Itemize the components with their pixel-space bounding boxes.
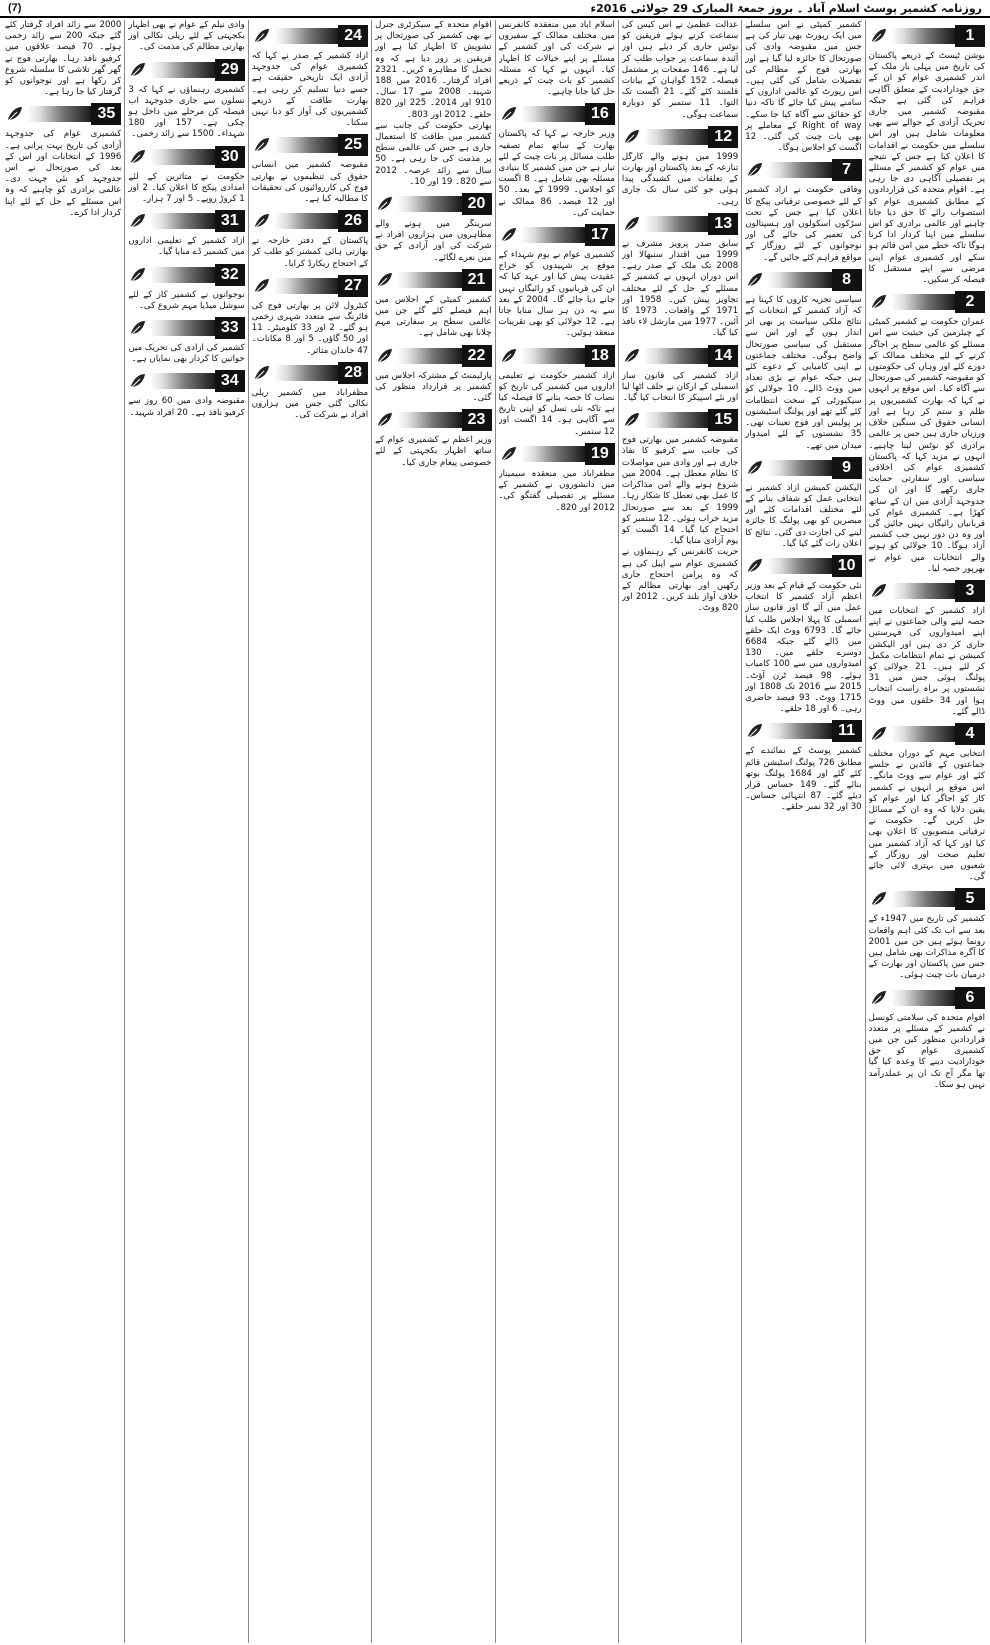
leaf-icon	[5, 104, 25, 124]
article-text: حکومت نے متاثرین کے لئے امدادی پیکج کا اعلان کیا۔ 2 اور 1 کروڑ روپے۔ 5 اور 7 ہزار۔	[128, 171, 245, 205]
leaf-icon	[622, 127, 642, 147]
header-gradient-bar	[150, 373, 214, 389]
article-text: بوشن ٹیسٹ کے ذریعے پاکستان کی تاریخ میں پہلی بار ملک کے اندر کشمیری عوام کو ان کے حق خودارادیت کے متعلق آگاہی فراہم کی گئی ہے جبکہ مقبوضہ کشمیر میں جاری تحریک آزادی کے حوالے سے بھی معلومات شامل ہیں اور اس سلسلے میں حکومت نے اقدامات کا اعلان کیا ہے جس کے نتیجے میں عوام کو کشمیر کے مسئلے پر تفصیلی آگاہی دی جا رہی ہے۔ اقوام متحدہ کی قراردادوں کے مطابق کشمیری عوام کو استصواب رائے کا حق دیا جانا چاہیے اور عالمی برادری کو اس سلسلے میں اپنا کردار ادا کرنا ہوگا تاکہ خطے میں امن قائم ہو سکے اور کشمیری عوام اپنی مرضی سے اپنے مستقبل کا فیصلہ کر سکیں۔	[868, 51, 985, 286]
header-gradient-bar	[397, 348, 461, 364]
question-header	[869, 24, 985, 48]
leaf-icon	[499, 104, 519, 124]
question-number: 30	[215, 146, 245, 168]
article-text: اقوام متحدہ کے سیکرٹری جنرل نے بھی کشمیر کی صورتحال پر تشویش کا اظہار کیا ہے اور فریقین پر زور دیا ہے کہ وہ تحمل کا مظاہرہ کریں۔ 2321 افراد گرفتار۔ 2016 میں 188 شہید۔ 2008 سے 17 سال۔ 910 اور 2014۔ 225 اور 820 حلقے۔ 2012 اور 803۔	[375, 20, 492, 120]
article-text: سابق صدر پرویز مشرف نے 1999 میں اقتدار سنبھالا اور 2008 تک ملک کے صدر رہے۔ اس دوران انہوں نے کشمیر کے مسئلے کے حل کے لئے مختلف تجاویز پیش کیں۔ 1958 اور 1971 کے واقعات۔ 1973 کا آئین۔ 1977 میں مارشل لاء نافذ کیا گیا۔	[621, 238, 739, 339]
question-header	[622, 408, 738, 432]
header-gradient-bar	[521, 348, 585, 364]
header-gradient-bar	[150, 267, 214, 283]
leaf-icon	[375, 410, 395, 430]
question-header	[5, 102, 121, 126]
article-text: پاکستان کے دفتر خارجہ نے بھارتی ہائی کمشنر کو طلب کر کے احتجاج ریکارڈ کرایا۔	[251, 236, 369, 269]
header-gradient-bar	[521, 106, 585, 122]
article-text: اسلام آباد میں منعقدہ کانفرنس میں مختلف ممالک کے سفیروں نے شرکت کی اور کشمیر کے مسئلے پر اپنے خیالات کا اظہار کیا۔ انہوں نے کہا کہ مسئلہ کشمیر کو بات چیت کے ذریعے حل کیا جانا چاہیے۔	[498, 20, 615, 98]
article-text: وفاقی حکومت نے آزاد کشمیر کے لئے خصوصی ترقیاتی پیکج کا اعلان کیا ہے جس کے تحت سڑکوں اسکولوں اور ہسپتالوں کی تعمیر کی جائے گی اور نوجوانوں کے لئے روزگار کے مواقع فراہم کئے جائیں گے۔	[745, 185, 862, 263]
question-number: 3	[955, 580, 985, 602]
column-5	[371, 20, 494, 1643]
article-text: سیاسی تجزیہ کاروں کا کہنا ہے کہ آزاد کشمیر کے انتخابات کے نتائج ملکی سیاست پر بھی اثر انداز ہوں گے اور اس سے مستقبل کی سیاسی صورتحال واضح ہوگی۔ مختلف جماعتوں نے اپنی کامیابی کے دعوے کئے ہیں جبکہ عوام نے بڑی تعداد میں ووٹ ڈالے۔ 10 جولائی کو سیکیورٹی کے سخت انتظامات کئے گئے تھے اور پولنگ اسٹیشنوں پر پولیس اور فوج تعینات تھی۔ 35 نشستوں کے لئے امیدوار میدان میں تھے۔	[745, 294, 862, 451]
question-header	[128, 316, 244, 340]
header-gradient-bar	[150, 213, 214, 229]
question-number: 31	[215, 210, 245, 232]
header-gradient-bar	[891, 891, 955, 907]
question-number: 17	[585, 224, 615, 246]
header-gradient-bar	[274, 278, 338, 294]
leaf-icon	[375, 346, 395, 366]
question-number: 29	[215, 59, 245, 81]
article-text: اقوام متحدہ کی سلامتی کونسل نے کشمیر کے مسئلے پر متعدد قراردادیں منظور کیں جن میں کشمیری عوام کو حق خودارادیت دینے کا وعدہ کیا گیا تھا مگر آج تک ان پر عملدرآمد نہیں ہو سکا۔	[868, 1012, 985, 1090]
leaf-icon	[869, 724, 889, 744]
column-1	[865, 20, 988, 1643]
page-header	[0, 0, 990, 18]
article-text: کنٹرول لائن پر بھارتی فوج کی فائرنگ سے متعدد شہری زخمی ہو گئے۔ 2 اور 33 کلومیٹر۔ 11 اور 50 گاؤں۔ 5 اور 8 مکانات۔ 47 خاندان متاثر۔	[251, 300, 369, 356]
header-gradient-bar	[767, 162, 831, 178]
article-text: نوجوانوں نے کشمیر کاز کے لئے سوشل میڈیا مہم شروع کی۔	[128, 289, 245, 311]
question-header	[622, 125, 738, 149]
article-text: آزاد کشمیر کے تعلیمی اداروں میں کشمیر ڈے منایا گیا۔	[128, 236, 245, 258]
article-text: مظفرآباد میں منعقدہ سیمینار میں دانشوروں نے کشمیر کے مسئلے پر تفصیلی گفتگو کی۔ 2012 اور 820۔	[498, 468, 615, 513]
question-number: 16	[585, 103, 615, 125]
question-header	[128, 263, 244, 287]
leaf-icon	[869, 581, 889, 601]
article-text: مقبوضہ کشمیر میں انسانی حقوق کی تنظیموں نے بھارتی فوج کی کارروائیوں کی تحقیقات کا مطالبہ کیا ہے۔	[251, 160, 369, 205]
leaf-icon	[128, 60, 148, 80]
leaf-icon	[869, 26, 889, 46]
leaf-icon	[128, 265, 148, 285]
question-number: 32	[215, 264, 245, 286]
question-number: 34	[215, 370, 245, 392]
question-number: 24	[338, 25, 368, 47]
leaf-icon	[375, 194, 395, 214]
leaf-icon	[128, 318, 148, 338]
article-text: 2000 سے زائد افراد گرفتار کئے گئے جبکہ 200 سے زائد زخمی ہوئے۔ 70 فیصد علاقوں میں کرفیو نافذ رہا۔ بھارتی فوج نے گھر گھر تلاشی کا سلسلہ شروع کر رکھا ہے اور نوجوانوں کو گرفتار کیا جا رہا ہے۔	[5, 20, 122, 98]
article-text: حریت کانفرنس کے رہنماؤں نے کشمیری عوام سے اپیل کی ہے کہ وہ پرامن احتجاج جاری رکھیں اور بھارتی مظالم کے خلاف آواز بلند کریں۔ 2012 اور 820 ووٹ۔	[621, 547, 739, 614]
header-gradient-bar	[274, 137, 338, 153]
article-text: کشمیر کی تاریخ میں 1947ء کے بعد سے اب تک کئی اہم واقعات رونما ہوئے ہیں جن میں 2001 کا آگرہ مذاکرات بھی شامل ہیں جس میں پاکستان اور بھارت کے درمیان بات چیت ہوئی۔	[868, 914, 985, 981]
masthead: روزنامہ کشمیر پوسٹ اسلام آباد ۔ بروز جمعۃ المبارک 29 جولائی 2016ء	[590, 1, 982, 15]
article-text: آزاد کشمیر کی قانون ساز اسمبلی کے ارکان نے حلف اٹھا لیا اور نئے اسپیکر کا انتخاب کیا گیا۔	[621, 370, 739, 404]
article-text: وادی نیلم کے عوام نے بھی اظہار یکجہتی کے لئے ریلی نکالی اور بھارتی مظالم کی مذمت کی۔	[128, 20, 245, 53]
question-number: 19	[585, 443, 615, 465]
question-number: 15	[708, 409, 738, 431]
question-header	[745, 719, 861, 743]
question-header	[252, 133, 368, 157]
question-number: 25	[338, 134, 368, 156]
column-2	[741, 20, 864, 1643]
header-gradient-bar	[891, 726, 955, 742]
header-gradient-bar	[521, 227, 585, 243]
question-header	[499, 442, 615, 466]
question-number: 33	[215, 317, 245, 339]
question-header	[622, 212, 738, 236]
header-gradient-bar	[274, 365, 338, 381]
question-header	[375, 268, 491, 292]
question-header	[128, 209, 244, 233]
leaf-icon	[252, 135, 272, 155]
leaf-icon	[252, 211, 272, 231]
header-gradient-bar	[397, 412, 461, 428]
question-number: 11	[832, 720, 862, 742]
header-gradient-bar	[150, 320, 214, 336]
header-gradient-bar	[891, 990, 955, 1006]
question-number: 6	[955, 987, 985, 1009]
leaf-icon	[499, 444, 519, 464]
article-text: کشمیر کمیٹی نے اس سلسلے میں ایک رپورٹ بھی تیار کی ہے جس میں مقبوضہ وادی کی صورتحال کا جائزہ لیا گیا ہے اور بھارتی فوج کے مظالم کی تفصیلات شامل کی گئی ہیں۔ اس رپورٹ کو عالمی اداروں کے سامنے پیش کیا جائے گا تاکہ دنیا کو حقائق سے آگاہ کیا جا سکے۔ Right of way کے معاملے پر بھی بات چیت کی گئی۔ 12 اگست کو اجلاس ہوگا۔	[745, 20, 862, 154]
header-gradient-bar	[150, 62, 214, 78]
article-text: مقبوضہ وادی میں 60 روز سے کرفیو نافذ ہے۔ 20 افراد شہید۔	[128, 396, 245, 418]
article-text: وزیر اعظم نے کشمیری عوام کے ساتھ اظہار یکجہتی کے لئے خصوصی پیغام جاری کیا۔	[375, 435, 492, 468]
column-8	[2, 20, 124, 1643]
question-header	[745, 456, 861, 480]
question-number: 20	[462, 193, 492, 215]
leaf-icon	[252, 363, 272, 383]
article-text: کشمیری عوام نے یوم شہداء کے موقع پر شہیدوں کو خراج عقیدت پیش کیا اور عہد کیا کہ ان کی قربانیوں کو رائیگاں نہیں جانے دیا جائے گا۔ 2004 کے بعد سے یہ دن ہر سال منایا جاتا ہے۔ 12 جولائی کو بھی تقریبات منعقد ہوئیں۔	[498, 250, 615, 339]
page-number: (7)	[8, 2, 22, 14]
question-header	[745, 554, 861, 578]
question-number: 27	[338, 275, 368, 297]
article-text: نئی حکومت کے قیام کے بعد وزیر اعظم آزاد کشمیر کا انتخاب عمل میں آئے گا اور قانون ساز اسمبلی کا پہلا اجلاس طلب کیا جائے گا۔ 6793 ووٹ ایک حلقے میں ڈالے گئے جبکہ 6684 دوسرے حلقے میں۔ 130 امیدواروں میں سے 100 کامیاب ہوئے۔ 98 فیصد ٹرن آؤٹ۔ 2015 سے 2016 تک 1808 اور 1715 ووٹ۔ 93 فیصد حاضری رہی۔ 6 اور 18 حلقے۔	[745, 580, 862, 715]
question-header	[252, 209, 368, 233]
question-header	[252, 274, 368, 298]
question-header	[745, 268, 861, 292]
question-header	[869, 986, 985, 1010]
question-number: 7	[832, 159, 862, 181]
leaf-icon	[745, 270, 765, 290]
question-number: 14	[708, 345, 738, 367]
leaf-icon	[252, 26, 272, 46]
question-header	[375, 192, 491, 216]
article-text: آزاد کشمیر حکومت نے تعلیمی اداروں میں کشمیر کی تاریخ کو نصاب کا حصہ بنانے کا فیصلہ کیا ہے تاکہ نئی نسل کو اپنی تاریخ سے آگاہی ہو۔ 14 اگست اور 12 ستمبر۔	[498, 370, 615, 437]
header-gradient-bar	[397, 272, 461, 288]
question-number: 35	[91, 103, 121, 125]
question-header	[499, 102, 615, 126]
article-text: عمران حکومت نے کشمیر کمیٹی کے چیئرمین کی حیثیت سے اس مسئلے کو عالمی سطح پر اجاگر کرنے کے لئے مختلف ممالک کے دورے کئے اور وہاں کی حکومتوں کو مقبوضہ کشمیر کی صورتحال سے آگاہ کیا۔ اس موقع پر انہوں نے کہا کہ بھارت کشمیریوں پر ظلم و ستم کر رہا ہے اور انسانی حقوق کی سنگین خلاف ورزیاں جاری ہیں جس پر عالمی برادری کو نوٹس لینا چاہیے۔ انہوں نے مزید کہا کہ پاکستان کشمیری عوام کی اخلاقی سیاسی اور سفارتی حمایت جاری رکھے گا اور ان کی جدوجہد آزادی میں ان کے ساتھ کھڑا ہے۔ کشمیری عوام کی قربانیاں رائیگاں نہیں جائیں گی اور وہ دن دور نہیں جب کشمیر آزاد ہوگا۔ 10 جولائی کو ہونے والے انتخابات میں عوام نے بھرپور حصہ لیا۔	[868, 317, 985, 574]
column-6	[248, 20, 371, 1643]
question-header	[375, 344, 491, 368]
header-gradient-bar	[644, 129, 708, 145]
article-text: 1999 میں ہونے والے کارگل تنازعہ کے بعد پاکستان اور بھارت کے تعلقات میں کشیدگی پیدا ہوئی جو کئی سال تک جاری رہی۔	[621, 151, 739, 207]
question-number: 22	[462, 345, 492, 367]
article-text: مظفرآباد میں کشمیر ریلی نکالی گئی جس میں ہزاروں افراد نے شرکت کی۔	[251, 387, 369, 421]
article-text: کشمیر کی آزادی کی تحریک میں خواتین کا کردار بھی نمایاں ہے۔	[128, 343, 245, 365]
article-text: پارلیمنٹ کے مشترکہ اجلاس میں کشمیر پر قرارداد منظور کی گئی۔	[375, 370, 492, 404]
header-gradient-bar	[767, 272, 831, 288]
leaf-icon	[745, 556, 765, 576]
question-header	[252, 24, 368, 48]
header-gradient-bar	[644, 348, 708, 364]
question-number: 18	[585, 345, 615, 367]
header-gradient-bar	[891, 583, 955, 599]
question-header	[128, 369, 244, 393]
article-text: آزاد کشمیر کے صدر نے کہا کہ کشمیری عوام کی جدوجہد آزادی ایک تاریخی حقیقت ہے جسے دنیا تسلیم کر رہی ہے۔ بھارت طاقت کے ذریعے کشمیریوں کی آواز کو دبا نہیں سکتا۔	[251, 51, 369, 129]
header-gradient-bar	[27, 106, 91, 122]
question-header	[745, 158, 861, 182]
question-number: 8	[832, 269, 862, 291]
article-text: کشمیری رہنماؤں نے کہا کہ 3 نسلوں سے جاری جدوجہد اب فیصلہ کن مرحلے میں داخل ہو چکی ہے۔ 157 اور 180 شہداء۔ 1500 سے زائد زخمی۔	[128, 84, 245, 140]
leaf-icon	[128, 211, 148, 231]
header-gradient-bar	[150, 149, 214, 165]
header-gradient-bar	[274, 213, 338, 229]
question-number: 28	[338, 362, 368, 384]
article-text: کشمیر کمیٹی کے اجلاس میں اہم فیصلے کئے گئے جن میں عالمی سطح پر سفارتی مہم چلانا بھی شامل ہے۔	[375, 294, 492, 339]
article-text: بھارتی حکومت کی جانب سے کشمیر میں طاقت کا استعمال جاری ہے جس کی عالمی سطح پر مذمت کی جا رہی ہے۔ 50 سال سے زائد عرصہ۔ 2012 سے 820۔ 19 اور 10۔	[375, 120, 492, 187]
question-number: 10	[832, 555, 862, 577]
question-number: 9	[832, 457, 862, 479]
leaf-icon	[745, 721, 765, 741]
article-text: کشمیر پوسٹ کے نمائندے کے مطابق 726 پولنگ اسٹیشن قائم کئے گئے اور 1684 پولنگ بوتھ بنائے گئے۔ 149 حساس قرار دیئے گئے۔ 87 انتہائی حساس۔ 30 اور 32 نمبر حلقے۔	[745, 746, 862, 813]
question-header	[869, 722, 985, 746]
question-header	[869, 887, 985, 911]
question-header	[128, 58, 244, 82]
leaf-icon	[499, 225, 519, 245]
question-number: 4	[955, 723, 985, 745]
article-columns	[2, 20, 988, 1643]
leaf-icon	[128, 371, 148, 391]
leaf-icon	[869, 988, 889, 1008]
article-text: انتخابی مہم کے دوران مختلف جماعتوں کے قائدین نے جلسے کئے اور عوام سے ووٹ مانگے۔ اس موقع پر انہوں نے کشمیر کاز کو اجاگر کیا اور عوام کو یقین دلایا کہ وہ ان کے مسائل حل کریں گے۔ حکومت نے ترقیاتی منصوبوں کا اعلان بھی کیا اور کہا کہ آزاد کشمیر میں تعلیم صحت اور روزگار کے شعبوں میں بہتری لائی جائے گی۔	[868, 748, 985, 883]
leaf-icon	[128, 147, 148, 167]
header-gradient-bar	[767, 558, 831, 574]
article-text: وزیر خارجہ نے کہا کہ پاکستان بھارت کے ساتھ تمام تصفیہ طلب مسائل پر بات چیت کے لئے تیار ہے جن میں کشمیر کا بنیادی مسئلہ بھی شامل ہے۔ 8 اگست کو اجلاس۔ 1999 کے بعد۔ 50 اور 12 فیصد۔ 86 ممالک نے حمایت کی۔	[498, 129, 615, 218]
article-text: کشمیری عوام کی جدوجہد آزادی کی تاریخ بہت پرانی ہے۔ 1996 کے انتخابات اور اس کے بعد کی صورتحال نے اس جدوجہد کو نئی جہت دی۔ عالمی برادری کو چاہیے کہ وہ اس مسئلے کے حل کے لئے اپنا کردار ادا کرے۔	[5, 129, 122, 218]
leaf-icon	[252, 276, 272, 296]
header-gradient-bar	[274, 28, 338, 44]
article-text: الیکشن کمیشن آزاد کشمیر نے انتخابی عمل کو شفاف بنانے کے لئے مختلف اقدامات کئے اور مبصرین کو بھی پولنگ کا جائزہ لینے کی اجازت دی گئی۔ نتائج کا اعلان رات گئے کیا گیا۔	[745, 482, 862, 549]
question-number: 12	[708, 126, 738, 148]
question-number: 13	[708, 213, 738, 235]
header-gradient-bar	[767, 723, 831, 739]
question-number: 5	[955, 888, 985, 910]
header-gradient-bar	[644, 216, 708, 232]
header-gradient-bar	[521, 446, 585, 462]
question-number: 26	[338, 210, 368, 232]
leaf-icon	[499, 346, 519, 366]
leaf-icon	[745, 160, 765, 180]
article-text: آزاد کشمیر کے انتخابات میں حصہ لینے والی جماعتوں نے اپنے اپنے امیدواروں کی فہرستیں جاری کر دی ہیں اور الیکشن کمیشن نے تمام انتظامات مکمل کر لئے ہیں۔ 21 جولائی کو پولنگ ہوئی جس میں 31 نشستوں پر براہ راست انتخاب ہوا اور 34 حلقوں میں ووٹ ڈالے گئے۔	[868, 605, 985, 717]
question-number: 1	[955, 25, 985, 47]
column-7	[124, 20, 247, 1643]
question-header	[869, 579, 985, 603]
article-text: مقبوضہ کشمیر میں بھارتی فوج کی جانب سے کرفیو کا نفاذ جاری ہے اور وادی میں مواصلات کا نظام معطل ہے۔ 2004 میں شروع ہونے والے امن مذاکرات کا عمل بھی تعطل کا شکار رہا۔ 1999 کے بعد سے صورتحال مزید خراب ہوئی۔ 12 ستمبر کو احتجاج کیا گیا۔ 14 اگست کو یوم آزادی منایا گیا۔	[621, 435, 739, 547]
header-gradient-bar	[644, 412, 708, 428]
header-gradient-bar	[397, 196, 461, 212]
question-header	[499, 223, 615, 247]
question-header	[128, 145, 244, 169]
leaf-icon	[869, 292, 889, 312]
leaf-icon	[745, 458, 765, 478]
question-header	[869, 290, 985, 314]
leaf-icon	[622, 346, 642, 366]
column-3	[618, 20, 741, 1643]
header-gradient-bar	[767, 460, 831, 476]
leaf-icon	[622, 410, 642, 430]
leaf-icon	[375, 270, 395, 290]
question-header	[252, 361, 368, 385]
question-header	[499, 344, 615, 368]
leaf-icon	[869, 889, 889, 909]
article-text: عدالت عظمیٰ نے اس کیس کی سماعت کرتے ہوئے فریقین کو نوٹس جاری کر دیئے ہیں اور آئندہ سماعت پر جواب طلب کر لیا ہے۔ 146 صفحات پر مشتمل فیصلہ۔ 152 گواہان کے بیانات قلمبند کئے گئے۔ 21 اگست تک التوا۔ 11 ستمبر کو دوبارہ سماعت ہوگی۔	[621, 20, 739, 120]
question-header	[622, 344, 738, 368]
header-gradient-bar	[891, 28, 955, 44]
article-text: سرینگر میں ہونے والے مظاہروں میں ہزاروں افراد نے شرکت کی اور آزادی کے حق میں نعرے لگائے۔	[375, 219, 492, 263]
question-number: 23	[462, 409, 492, 431]
header-gradient-bar	[891, 294, 955, 310]
leaf-icon	[622, 214, 642, 234]
question-header	[375, 408, 491, 432]
column-4	[495, 20, 618, 1643]
question-number: 21	[462, 269, 492, 291]
question-number: 2	[955, 291, 985, 313]
